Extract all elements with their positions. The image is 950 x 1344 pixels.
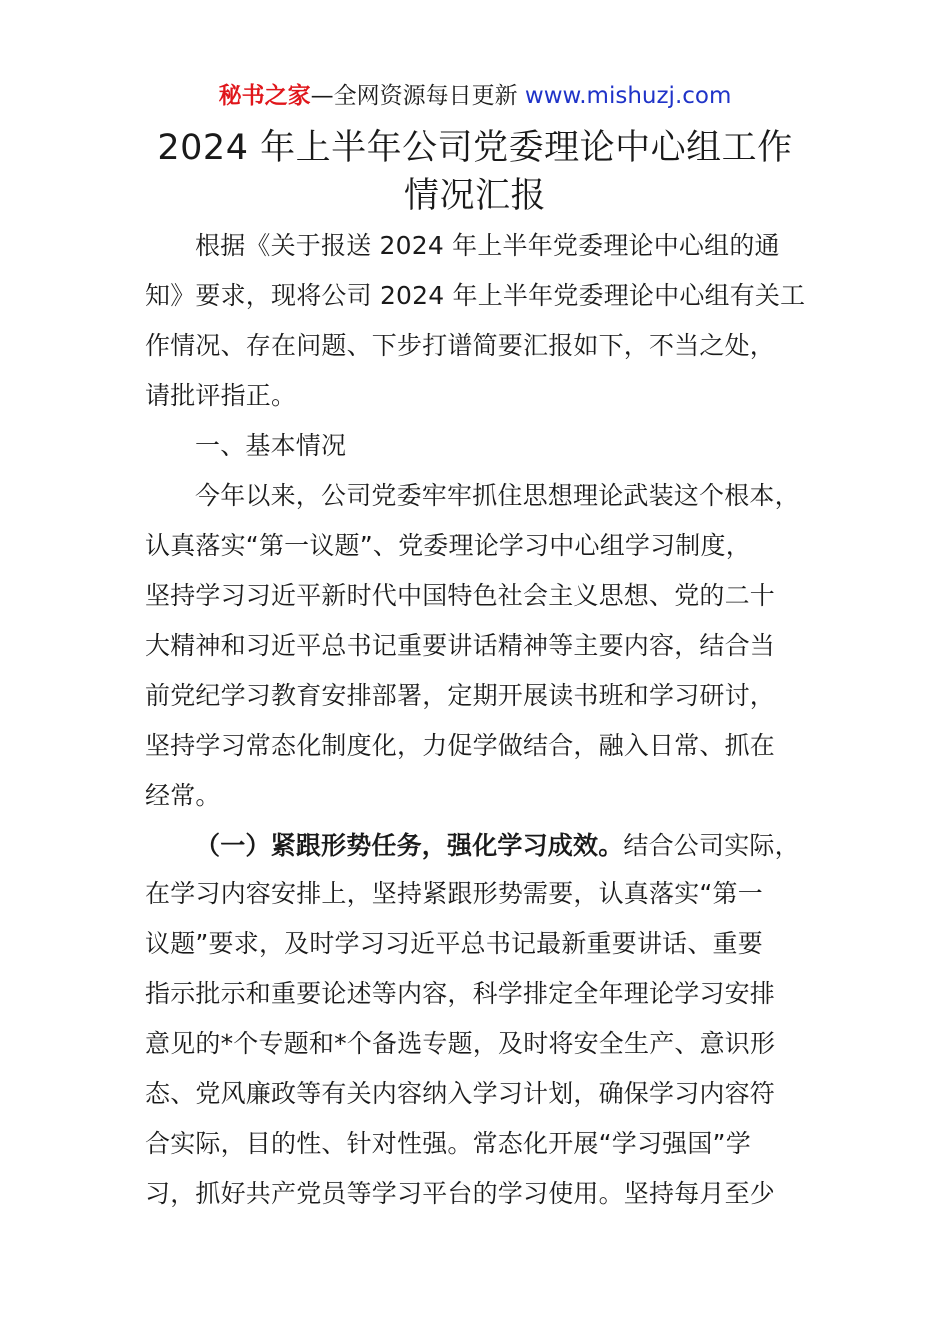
paragraph-2-line: 认真落实“第一议题”、党委理论学习中心组学习制度， [145,531,751,560]
subsection-heading: （一）紧跟形势任务，强化学习成效。 [195,831,624,860]
paragraph-3-line: 习，抓好共产党员等学习平台的学习使用。坚持每月至少 [145,1179,776,1208]
section-heading: 一、基本情况 [195,431,347,460]
paragraph-3-line: 指示批示和重要论述等内容，科学排定全年理论学习安排 [145,979,776,1008]
document-title-line-2: 情况汇报 [403,176,546,216]
paragraph-1-line: 作情况、存在问题、下步打谱简要汇报如下，不当之处， [145,331,776,360]
paragraph-3-line: 意见的*个专题和*个备选专题，及时将安全生产、意识形 [145,1029,776,1058]
paragraph-1-line: 根据《关于报送 2024 年上半年党委理论中心组的通 [195,231,780,260]
paragraph-3-line: 在学习内容安排上，坚持紧跟形势需要，认真落实“第一 [145,879,763,908]
header-tagline: —全网资源每日更新 [310,83,525,109]
paragraph-2-line: 今年以来，公司党委牢牢抓住思想理论武装这个根本， [195,481,800,510]
paragraph-2-line: 经常。 [145,781,221,810]
site-url-link[interactable]: www.mishuzj.com [524,83,732,109]
paragraph-1-line: 请批评指正。 [145,381,297,410]
paragraph-2-line: 坚持学习习近平新时代中国特色社会主义思想、党的二十 [145,581,776,610]
site-header [0,80,950,112]
brand-name: 秘书之家 [218,83,311,109]
paragraph-1-line: 知》要求，现将公司 2024 年上半年党委理论中心组有关工 [145,281,806,310]
paragraph-3-first-line [195,828,810,864]
paragraph-3-line: 议题”要求，及时学习习近平总书记最新重要讲话、重要 [145,929,763,958]
paragraph-2-line: 坚持学习常态化制度化，力促学做结合，融入日常、抓在 [145,731,776,760]
paragraph-3-line: 合实际，目的性、针对性强。常态化开展“学习强国”学 [145,1129,751,1158]
paragraph-3-line: 态、党风廉政等有关内容纳入学习计划，确保学习内容符 [145,1079,776,1108]
paragraph-2-line: 大精神和习近平总书记重要讲话精神等主要内容，结合当 [145,631,776,660]
paragraph-2-line: 前党纪学习教育安排部署，定期开展读书班和学习研讨， [145,681,776,710]
document-title-line-1: 2024 年上半年公司党委理论中心组工作 [157,128,793,168]
paragraph-3-lead-text: 结合公司实际， [623,831,800,860]
